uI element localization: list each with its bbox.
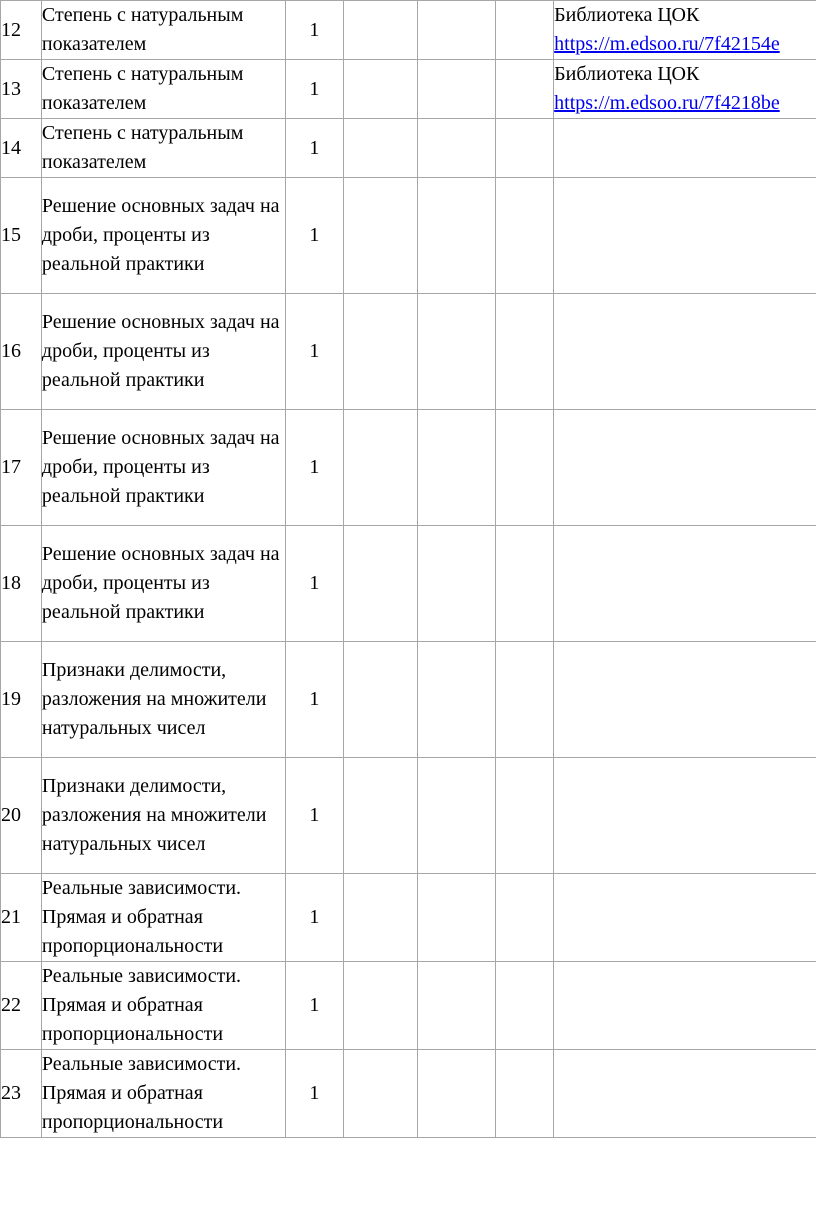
table-row xyxy=(1,119,816,178)
lesson-hours: 1 xyxy=(286,962,343,1050)
table-row xyxy=(1,294,816,410)
lesson-topic: Решение основных задач на дроби, проценты из реальной практики xyxy=(41,543,280,623)
lesson-topic: Степень с натуральным показателем xyxy=(41,4,244,55)
lesson-topic: Признаки делимости, разложения на множители натуральных чисел xyxy=(41,775,267,855)
empty-cell xyxy=(418,526,496,642)
resource-cell xyxy=(554,874,816,962)
table-row xyxy=(1,874,816,962)
empty-cell xyxy=(343,962,418,1050)
lesson-topic-cell xyxy=(41,60,285,119)
lesson-topic: Степень с натуральным показателем xyxy=(41,122,244,173)
resource-cell xyxy=(554,119,816,178)
lesson-hours: 1 xyxy=(286,526,343,642)
empty-cell xyxy=(418,60,496,119)
empty-cell xyxy=(343,526,418,642)
empty-cell xyxy=(343,1,418,60)
empty-cell xyxy=(343,1050,418,1138)
lesson-topic: Признаки делимости, разложения на множители натуральных чисел xyxy=(41,659,267,739)
table-row xyxy=(1,1,816,60)
empty-cell xyxy=(343,294,418,410)
empty-cell xyxy=(343,410,418,526)
lesson-topic: Реальные зависимости. Прямая и обратная пропорциональности xyxy=(41,877,242,957)
empty-cell xyxy=(418,962,496,1050)
lesson-hours: 1 xyxy=(286,410,343,526)
resource-cell xyxy=(554,1050,816,1138)
resource-cell xyxy=(554,178,816,294)
lesson-topic-cell xyxy=(41,410,285,526)
resource-link[interactable]: https://m.edsoo.ru/7f42154e xyxy=(554,33,780,55)
resource-cell xyxy=(554,642,816,758)
table-row xyxy=(1,60,816,119)
empty-cell xyxy=(418,119,496,178)
empty-cell xyxy=(343,758,418,874)
resource-cell xyxy=(554,1,816,60)
lesson-hours: 1 xyxy=(286,874,343,962)
lesson-number: 13 xyxy=(1,60,42,119)
empty-cell xyxy=(495,178,553,294)
empty-cell xyxy=(418,178,496,294)
empty-cell xyxy=(418,410,496,526)
lesson-topic-cell xyxy=(41,962,285,1050)
empty-cell xyxy=(343,178,418,294)
table-row xyxy=(1,642,816,758)
lesson-topic-cell xyxy=(41,1050,285,1138)
resource-link[interactable]: https://m.edsoo.ru/7f4218be xyxy=(554,92,780,114)
lesson-hours: 1 xyxy=(286,642,343,758)
resource-cell xyxy=(554,758,816,874)
resource-cell xyxy=(554,60,816,119)
resource-cell xyxy=(554,294,816,410)
empty-cell xyxy=(495,410,553,526)
lesson-hours: 1 xyxy=(286,1050,343,1138)
lesson-number: 15 xyxy=(1,178,42,294)
resource-cell xyxy=(554,962,816,1050)
resource-cell xyxy=(554,410,816,526)
lesson-hours: 1 xyxy=(286,758,343,874)
empty-cell xyxy=(495,60,553,119)
lesson-topic: Реальные зависимости. Прямая и обратная пропорциональности xyxy=(41,965,242,1045)
empty-cell xyxy=(343,642,418,758)
lesson-topic: Решение основных задач на дроби, проценты из реальной практики xyxy=(41,311,280,391)
empty-cell xyxy=(418,874,496,962)
empty-cell xyxy=(343,60,418,119)
lesson-number: 19 xyxy=(1,642,42,758)
lesson-topic-cell xyxy=(41,642,285,758)
lesson-topic: Степень с натуральным показателем xyxy=(41,63,244,114)
lesson-topic-cell xyxy=(41,294,285,410)
lesson-number: 16 xyxy=(1,294,42,410)
lesson-number: 18 xyxy=(1,526,42,642)
lesson-topic-cell xyxy=(41,874,285,962)
empty-cell xyxy=(418,1050,496,1138)
empty-cell xyxy=(495,1050,553,1138)
lesson-hours: 1 xyxy=(286,294,343,410)
lesson-hours: 1 xyxy=(286,119,343,178)
empty-cell xyxy=(495,962,553,1050)
lesson-number: 14 xyxy=(1,119,42,178)
empty-cell xyxy=(418,294,496,410)
resource-cell xyxy=(554,526,816,642)
lesson-number: 23 xyxy=(1,1050,42,1138)
lesson-topic-cell xyxy=(41,1,285,60)
lesson-number: 21 xyxy=(1,874,42,962)
lesson-number: 17 xyxy=(1,410,42,526)
empty-cell xyxy=(495,1,553,60)
empty-cell xyxy=(495,874,553,962)
lesson-number: 12 xyxy=(1,1,42,60)
lesson-topic-cell xyxy=(41,526,285,642)
table-row xyxy=(1,758,816,874)
empty-cell xyxy=(495,294,553,410)
lesson-hours: 1 xyxy=(286,1,343,60)
resource-label: Библиотека ЦОК xyxy=(554,4,700,26)
lesson-number: 22 xyxy=(1,962,42,1050)
empty-cell xyxy=(495,642,553,758)
lesson-hours: 1 xyxy=(286,178,343,294)
lesson-topic: Реальные зависимости. Прямая и обратная пропорциональности xyxy=(41,1053,242,1133)
table-row xyxy=(1,178,816,294)
table-row xyxy=(1,526,816,642)
lesson-topic-cell xyxy=(41,178,285,294)
empty-cell xyxy=(418,642,496,758)
empty-cell xyxy=(343,874,418,962)
empty-cell xyxy=(495,758,553,874)
lesson-number: 20 xyxy=(1,758,42,874)
lesson-plan-body xyxy=(1,1,816,1138)
empty-cell xyxy=(418,758,496,874)
lesson-hours: 1 xyxy=(286,60,343,119)
empty-cell xyxy=(495,119,553,178)
resource-label: Библиотека ЦОК xyxy=(554,63,700,85)
table-row xyxy=(1,962,816,1050)
empty-cell xyxy=(343,119,418,178)
lesson-topic-cell xyxy=(41,758,285,874)
lesson-topic: Решение основных задач на дроби, проценты из реальной практики xyxy=(41,195,280,275)
lesson-topic-cell xyxy=(41,119,285,178)
empty-cell xyxy=(495,526,553,642)
lesson-topic: Решение основных задач на дроби, проценты из реальной практики xyxy=(41,427,280,507)
table-row xyxy=(1,410,816,526)
empty-cell xyxy=(418,1,496,60)
table-row xyxy=(1,1050,816,1138)
